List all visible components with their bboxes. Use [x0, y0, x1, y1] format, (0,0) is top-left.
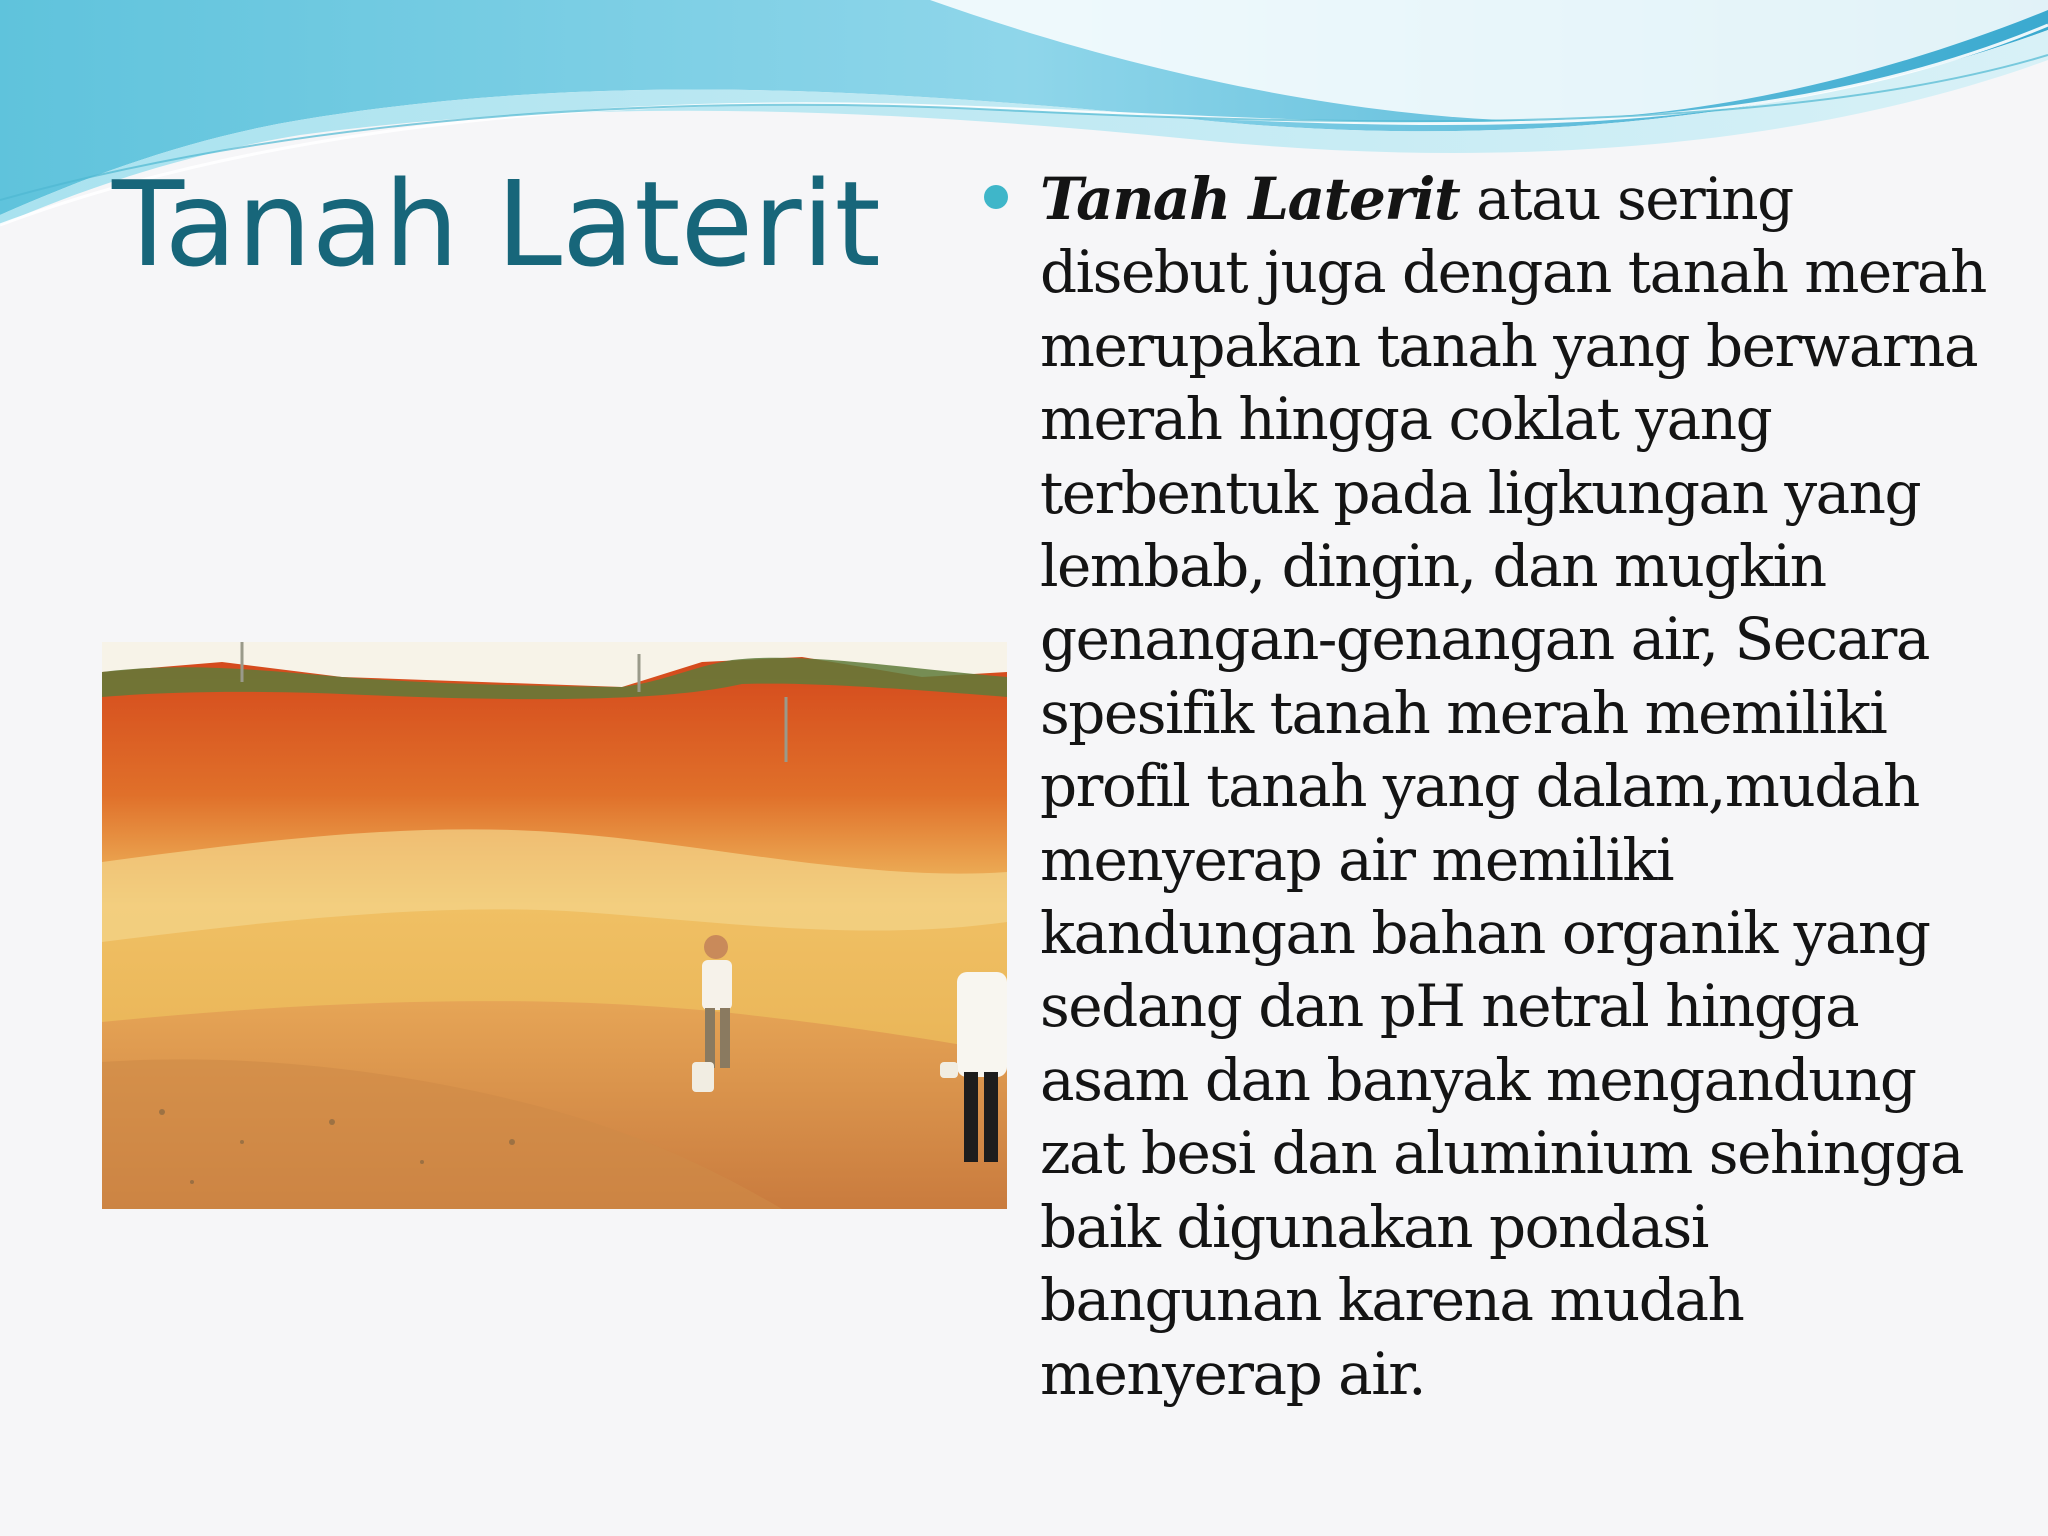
- bullet-line: spesifik tanah merah memiliki: [1040, 678, 1887, 747]
- bullet-lead-term: Tanah Laterit: [1040, 165, 1460, 233]
- bullet-line: menyerap air memiliki: [1040, 825, 1674, 894]
- bullet-line-text: atau sering: [1459, 165, 1793, 233]
- bullet-item: [980, 163, 2040, 1411]
- bullet-line: profil tanah yang dalam,mudah: [1040, 752, 1919, 821]
- bullet-line: merah hingga coklat yang: [1040, 385, 1772, 454]
- bullet-dot-icon: [984, 185, 1008, 209]
- bullet-line: terbentuk pada ligkungan yang: [1040, 458, 1921, 527]
- bullet-line: asam dan banyak mengandung: [1040, 1045, 1916, 1114]
- bullet-line: menyerap air.: [1040, 1339, 1426, 1408]
- bullet-line: bangunan karena mudah: [1040, 1266, 1744, 1335]
- bullet-line: kandungan bahan organik yang: [1040, 899, 1930, 968]
- laterite-soil-photo: [102, 642, 1007, 1209]
- bullet-line: zat besi dan aluminium sehingga: [1040, 1119, 1963, 1188]
- bullet-line: lembab, dingin, dan mugkin: [1040, 532, 1826, 601]
- bullet-line: [1040, 163, 2040, 236]
- bullet-line: baik digunakan pondasi: [1040, 1192, 1708, 1261]
- bullet-line: disebut juga dengan tanah merah: [1040, 238, 1986, 307]
- bullet-list: [980, 163, 2040, 1411]
- bullet-line: merupakan tanah yang berwarna: [1040, 311, 1978, 380]
- bullet-line: genangan-genangan air, Secara: [1040, 605, 1929, 674]
- bullet-line: sedang dan pH netral hingga: [1040, 972, 1859, 1041]
- slide-title: Tanah Laterit: [112, 155, 881, 293]
